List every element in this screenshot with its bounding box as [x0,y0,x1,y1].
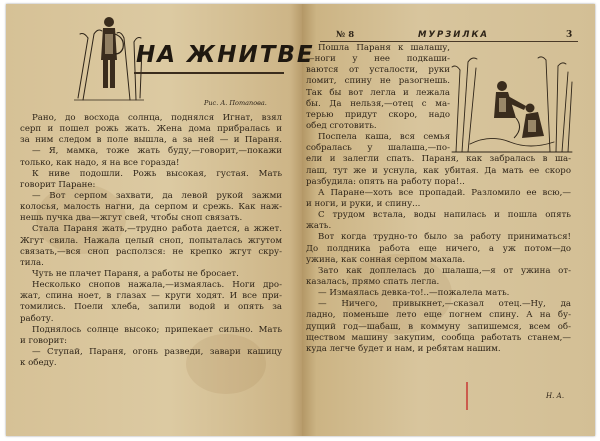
text-line: Жгут свила. Нажала целый сноп, попыталась жгутом [20,235,282,246]
text-line: терью придут скоро, надо [306,109,450,120]
running-head: МУРЗИЛКА [418,30,489,40]
text-line: — Ничего, привыкнет,—сказал отец.—Ну, да [318,299,571,310]
title-underline [134,72,284,74]
text-line: ели и залегли спать. Параня, как забралась в ша- [306,154,571,165]
text-line: ужина, как сонная серпом махала. [306,254,466,265]
right-page-text [306,43,571,355]
text-line: и говорит: [20,335,68,346]
text-line: — Измаялась девка-то!..—пожалела мать. [318,288,510,299]
text-line: А Паране—хоть все пропадай. Разломило ее всю,— [318,187,571,198]
page-number: 3 [566,30,573,40]
text-line: за ним следом в поле вышла, а за ней — и Параня. [20,135,282,146]
text-line: Пошла Параня к шалашу, [318,43,450,53]
text-line: Поднялось солнце высоко; припекает сильно. Мать [32,324,282,335]
text-line: ществом машину закупим, сообща работать станем,— [306,332,571,343]
text-line: тила. [20,257,44,268]
text-line: жат, спина ноет, в глазах — круги ходят. И все при- [20,291,282,302]
text-line: к обеду. [20,358,57,369]
illustration-credit: Рис. А. Потапова. [204,99,267,107]
text-line: обед сготовить. [306,120,377,131]
text-line: ломит, спину не разогнешь. [306,76,450,87]
text-line: — Вот серпом захвати, да левой рукой зажми [32,190,282,201]
header-rule [320,41,578,42]
left-page-text [20,113,282,369]
boy-with-sickle-drawing [74,8,144,104]
text-line: Вот когда трудно-то было за работу приниматься! [318,232,571,243]
text-line: С трудом встала, воды напилась и пошла опять [318,210,571,221]
text-line: Чуть не плачет Параня, а работы не бросает. [32,268,239,279]
issue-number: № 8 [336,30,355,40]
text-line: колосья, малость нагни, да серпом и срежь. Как наж- [20,202,282,213]
text-line: разбудила: опять на работу пора!.. [306,176,465,187]
text-line: собралась у шалаша,—по- [306,143,450,154]
text-line: жать. [306,221,332,232]
text-line: К ниве подошли. Рожь высокая, густая. Мать [32,168,282,179]
text-line: связать,—вся сноп расползся: не крепко жгут скру- [20,246,282,257]
text-line: ладно, поменьше лето еще погнем спину. А на бу- [306,310,571,321]
text-line: только, как надо, я на все горазда! [20,157,180,168]
text-line: и ноги, и руки, и спину... [306,198,421,209]
text-line: —ноги у нее подкаши- [306,54,450,65]
text-line: серп и пошел рожь жать. Жена дома прибралась и [20,124,282,135]
text-line: ваются от усталости, руки [306,65,450,76]
text-line: Стала Параня жать,—трудно работа дается, а жжет. [32,224,282,235]
text-line: нешь пучка два—жгут свей, чтобы сноп связать. [20,213,243,224]
red-pen-mark [466,382,468,410]
text-line: — Я, мамка, тоже жать буду,—говорит,—покажи [32,146,282,157]
text-line: — Ступай, Параня, огонь разведи, завари кашицу [32,346,282,357]
text-line: говорит Паране: [20,179,96,190]
text-line: До полдника работа еще ничего, а уж потом—до [306,243,571,254]
text-line: томились. Поели хлеба, запили водой и опять за [20,302,282,313]
story-title: НА ЖНИТВЕ [136,42,315,68]
text-line: казалась, прямо спать легла. [306,276,440,287]
text-line: бы. Да нельзя,—отец с ма- [306,98,450,109]
text-line: Рано, до восхода солнца, поднялся Игнат, взял [32,113,282,123]
text-line: куда легче будет и нам, и ребятам нашим. [306,343,501,354]
text-line: Несколько снопов нажала,—измаялась. Ноги дро- [32,280,282,291]
text-line: Так бы вот легла и лежала [306,87,450,98]
text-line: Поспела каша, вся семья [318,132,450,143]
text-line: лаш, тут же и уснула, как убитая. Да мать ее скоро [306,165,571,176]
author-signature: Н. А. [546,392,565,400]
text-line: Зато как доплелась до шалаша,—я от ужина от- [318,265,571,276]
text-line: дущий год—шабаш, в коммуну запишемся, всем об- [306,321,571,332]
text-line: работу. [20,313,54,324]
